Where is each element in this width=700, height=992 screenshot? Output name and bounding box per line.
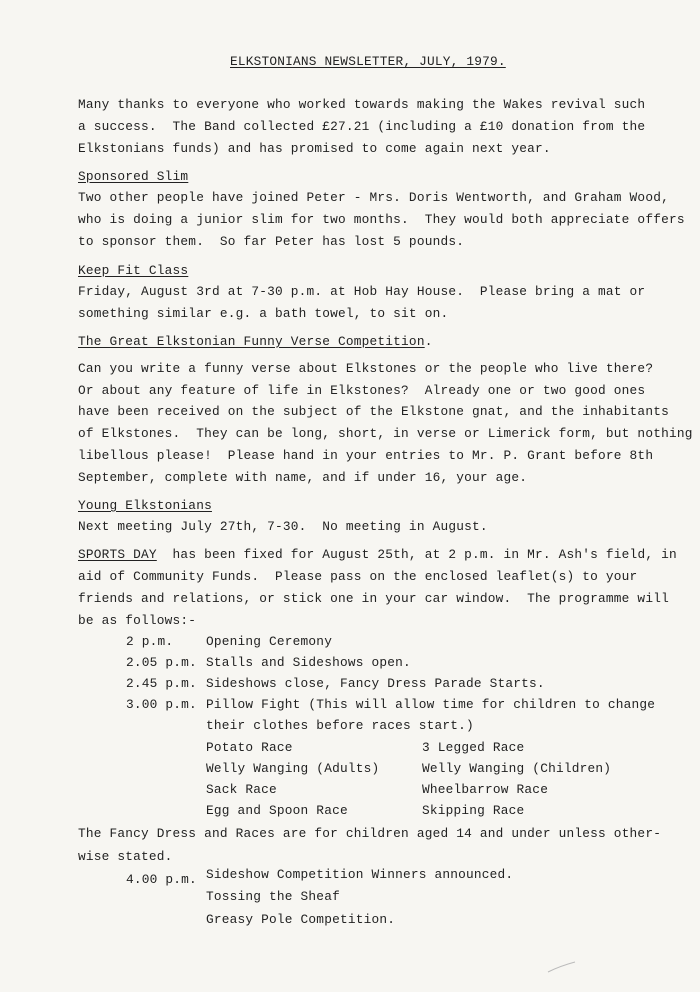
race-item: Sack Race [206, 782, 277, 797]
heading-sports-day: SPORTS DAY [78, 547, 157, 562]
sports-line: aid of Community Funds. Please pass on the enclosed leaflet(s) to your [78, 569, 638, 584]
programme-event: Opening Ceremony [206, 634, 333, 649]
programme-time: 2.45 p.m. [126, 676, 197, 691]
young-line: Next meeting July 27th, 7-30. No meeting in August. [78, 519, 488, 534]
page-title: ELKSTONIANS NEWSLETTER, JULY, 1979. [230, 54, 506, 69]
keepfit-line: Friday, August 3rd at 7-30 p.m. at Hob Hay House. Please bring a mat or [78, 284, 646, 299]
programme-event: Tossing the Sheaf [206, 889, 340, 904]
race-item: Skipping Race [422, 803, 525, 818]
heading-keep-fit: Keep Fit Class [78, 263, 189, 278]
note-line: The Fancy Dress and Races are for children aged 14 and under unless other- [78, 826, 662, 841]
sports-line: has been fixed for August 25th, at 2 p.m. in Mr. Ash's field, in [156, 547, 677, 562]
programme-event: Sideshows close, Fancy Dress Parade Starts. [206, 676, 545, 691]
programme-event-cont: their clothes before races start.) [206, 718, 474, 733]
race-item: Welly Wanging (Children) [422, 761, 612, 776]
intro-line: Many thanks to everyone who worked towards making the Wakes revival such [78, 97, 646, 112]
verse-line: September, complete with name, and if under 16, your age. [78, 470, 528, 485]
verse-line: Or about any feature of life in Elkstones? Already one or two good ones [78, 383, 646, 398]
race-item: Wheelbarrow Race [422, 782, 549, 797]
heading-sponsored-slim: Sponsored Slim [78, 169, 189, 184]
heading-young-elkstonians: Young Elkstonians [78, 498, 212, 513]
verse-line: libellous please! Please hand in your entries to Mr. P. Grant before 8th [78, 448, 654, 463]
note-line: wise stated. [78, 849, 173, 864]
intro-line: Elkstonians funds) and has promised to come again next year. [78, 141, 551, 156]
programme-event: Sideshow Competition Winners announced. [206, 867, 514, 882]
sports-line: friends and relations, or stick one in your car window. The programme will [78, 591, 669, 606]
intro-line: a success. The Band collected £27.21 (including a £10 donation from the [78, 119, 646, 134]
verse-line: have been received on the subject of the Elkstone gnat, and the inhabitants [78, 404, 669, 419]
verse-line: of Elkstones. They can be long, short, in verse or Limerick form, but nothing [78, 426, 693, 441]
programme-time: 2 p.m. [126, 634, 174, 649]
race-item: Welly Wanging (Adults) [206, 761, 380, 776]
slim-line: to sponsor them. So far Peter has lost 5 pounds. [78, 234, 465, 249]
programme-event: Stalls and Sideshows open. [206, 655, 411, 670]
slim-line: who is doing a junior slim for two months. They would both appreciate offers [78, 212, 685, 227]
verse-line: Can you write a funny verse about Elkstones or the people who live there? [78, 361, 654, 376]
race-item: Potato Race [206, 740, 293, 755]
programme-event: Pillow Fight (This will allow time for children to change [206, 697, 656, 712]
pencil-mark [548, 962, 575, 972]
race-item: Egg and Spoon Race [206, 803, 348, 818]
programme-time: 3.00 p.m. [126, 697, 197, 712]
programme-event: Greasy Pole Competition. [206, 912, 396, 927]
verse-heading-end: . [424, 334, 433, 349]
slim-line: Two other people have joined Peter - Mrs. Doris Wentworth, and Graham Wood, [78, 190, 669, 205]
keepfit-line: something similar e.g. a bath towel, to sit on. [78, 306, 449, 321]
programme-time: 4.00 p.m. [126, 872, 197, 887]
programme-time: 2.05 p.m. [126, 655, 197, 670]
race-item: 3 Legged Race [422, 740, 525, 755]
verse-heading-text: The Great Elkstonian Funny Verse Competition [78, 334, 425, 349]
sports-line: be as follows:- [78, 613, 197, 628]
